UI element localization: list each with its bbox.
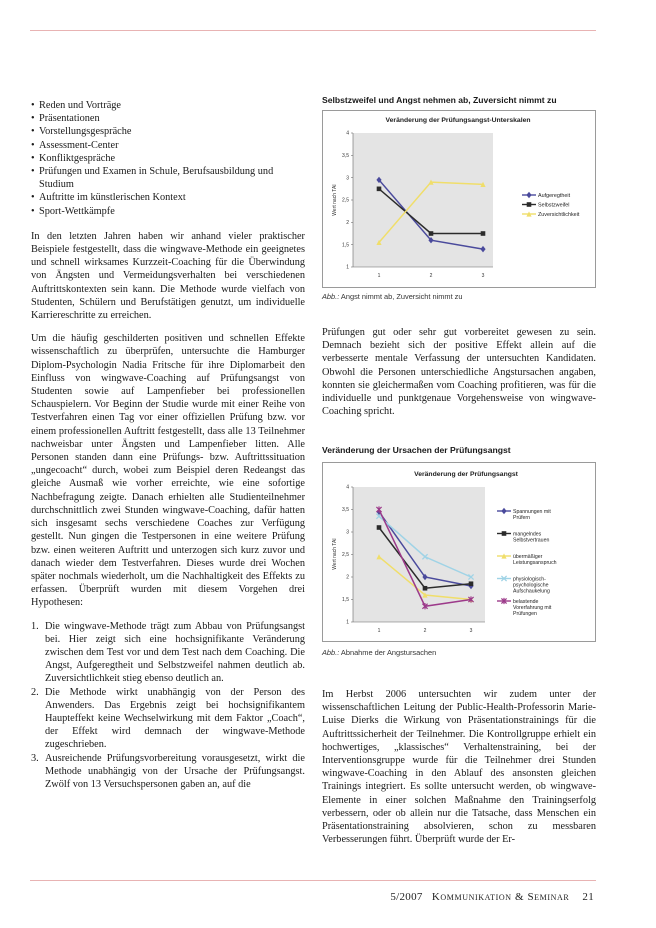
chart-2	[323, 463, 595, 641]
chart-1-frame	[322, 110, 596, 288]
right-column-paragraph1	[322, 326, 596, 418]
y-tick-label: 1,5	[342, 597, 349, 604]
paragraph-intro: In den letzten Jahren haben wir anhand vieler praktischer Beispiele festgestellt, dass die wingwave-Methode ein geeignetes und schnell wirksames Kurzzeit-Coaching für die Überwindung von Ängsten und Vermeidungsverhalten bei verschiedenen Auftrittskontexten sein kann. Die Methode wurde vielfach von Studenten, Schülern und Berufstätigen genutzt, um individuelle Karriereschritte zu erreichen.	[31, 230, 305, 322]
caption-text: Angst nimmt ab, Zuversicht nimmt zu	[340, 292, 463, 301]
bullet-item: • Sport-Wettkämpfe	[31, 205, 305, 218]
legend-label: Aufgeregtheit	[538, 192, 571, 199]
data-point-marker	[527, 202, 532, 207]
page-number: 21	[582, 891, 594, 903]
y-tick-label: 1,5	[342, 242, 349, 249]
paragraph-study: Um die häufig geschilderten positiven und schnellen Effekte wissenschaftlich zu überprüfen, untersuchte die Hamburger Diplom-Psychologin Nadia Fritsche für ihre Diplomarbeit den Einfluss von wingwave-Coaching auf Prüfungsangst von Studenten sowie auf Lampenfieber bei professionellen Schauspielern. Vor Beginn der Studie wurde mit einer Reihe von Testverfahren einen Tag vor einer offiziellen Prüfung bzw. vor einem professionellen Auftritt festgestellt, dass alle 13 Teilnehmer nachweisbar unter Ängsten und Lampenfieber litten. Alle Personen standen dann eine Prüfungs- bzw. Auftrittssituation „ungecoacht“ durch, wobei zum Beispiel deren Redeangst das gleiche Ausmaß wie vorher erreichte, wie eine sofortige Nachbefragung zeigte. Danach erhielten alle Studienteilnehmer durchschnittlich zwei Stunden wingwave-Coaching, dafür hatten sich insgesamt sechs verschiedene Coaches zur Verfügung gestellt. Nun gingen die Testpersonen in eine weitere Prüfung bzw. einen weiteren Auftritt und unterzogen sich kurz zuvor und danach wieder dem Testverfahren. Dieses wurde drei Wochen später nochmals wiederholt, um die Nachhaltigkeit des Effekts zu erfassen. Überprüft wurden mit diesem Vorgehen drei Hypothesen:	[31, 333, 305, 609]
legend-label: übermäßiger Leistungsanspruch	[513, 553, 557, 566]
paragraph-herbst: Im Herbst 2006 untersuchten wir zudem unter der wissenschaftlichen Leitung der Public-Health-Professorin Marie-Luise Dierks die Wirkung von Präsentationstrainings für die Auftrittssicherheit der Teilnehmer. Die Kontrollgruppe erhielt ein hochwertiges, „klassisches“ Verhaltenstraining, bei der Interventionsgruppe wurde für die Teilnehmer drei Stunden wingwave-Coaching in den Ablauf des ansonsten gleichen Trainings integriert. Es sollte untersucht werden, ob wingwave-Elemente in einer solchen Maßnahme den Trainingserfolg verbessern, oder ob allein nur die Tatsache, dass Menschen ein Präsentationstraining absolvieren, schon zu messbaren Verbesserungen führt. Überprüft wurde der Er-	[322, 689, 596, 846]
figure1-caption	[322, 292, 463, 301]
legend-label: Zuversichtlichkeit	[538, 211, 580, 218]
hypothesis-text: Die Methode wirkt unabhängig von der Person des Anwenders. Das Ergebnis zeigt bei hochsignifikantem Haupteffekt keine Wechselwirkung mit dem Faktor „Coach“, der Effekt wird demnach der wingwave-Methode zugeschrieben.	[45, 686, 305, 751]
x-tick-label: 1	[377, 628, 381, 634]
bullet-item: • Konfliktgespräche	[31, 152, 305, 165]
hypothesis-number: 2.	[31, 686, 39, 698]
data-point-marker	[502, 531, 507, 536]
legend-label: Selbstzweifel	[538, 202, 570, 209]
bullet-item: • Prüfungen und Examen in Schule, Berufsausbildung und Studium	[31, 165, 305, 191]
footer-journal: Kommunikation & Seminar	[431, 891, 570, 903]
bullet-item: • Präsentationen	[31, 112, 305, 125]
left-column	[31, 99, 305, 791]
figure2-heading: Veränderung der Ursachen der Prüfungsangst	[322, 445, 511, 455]
top-rule	[30, 30, 596, 31]
legend-label: mangelndes Selbstvertrauen	[513, 531, 550, 544]
paragraph-profit: Prüfungen gut oder sehr gut vorbereitet gewesen zu sein. Demnach bezieht sich der positive Effekt allein auf die verbesserte mentale Verfassung der untersuchten Kandidaten. Obwohl die Personen unterschiedliche Angstursachen angaben, konnten sie gleichermaßen vom Coaching profitieren, was für die individuelle und punktgenaue Vorgehensweise von wingwave-Coaching spricht.	[322, 327, 596, 418]
figure2-caption	[322, 648, 436, 657]
y-tick-label: 2	[346, 574, 349, 581]
chart-1	[323, 111, 595, 287]
x-tick-label: 2	[423, 628, 427, 634]
x-tick-label: 3	[469, 628, 473, 634]
y-tick-label: 1	[346, 264, 349, 271]
y-tick-label: 3	[346, 175, 349, 182]
right-column-paragraph2	[322, 688, 596, 846]
y-tick-label: 3,5	[342, 153, 349, 160]
caption-abb: Abb.:	[322, 648, 340, 657]
data-point-marker	[481, 231, 486, 236]
hypothesis-number: 1.	[31, 620, 39, 632]
plot-area	[353, 487, 485, 622]
legend-label: belastende Vorerfahrung mit Prüfungen	[513, 598, 552, 617]
x-tick-label: 3	[481, 273, 485, 279]
hypothesis-item	[31, 686, 305, 752]
bullet-item: • Vorstellungsgespräche	[31, 125, 305, 138]
data-point-marker	[526, 192, 531, 198]
hypotheses-list	[31, 620, 305, 792]
x-tick-label: 2	[429, 273, 433, 279]
chart-title: Veränderung der Prüfungsangst-Unterskalen	[385, 117, 531, 124]
y-tick-label: 1	[346, 619, 349, 626]
bullet-item: • Reden und Vorträge	[31, 99, 305, 112]
data-point-marker	[429, 231, 434, 236]
hypothesis-item	[31, 752, 305, 792]
y-tick-label: 2	[346, 220, 349, 227]
legend-label: Spannungen mit Prüfern	[513, 508, 551, 521]
data-point-marker	[377, 187, 382, 192]
bottom-rule	[30, 880, 596, 881]
y-tick-label: 4	[346, 484, 349, 491]
y-tick-label: 3	[346, 529, 349, 536]
data-point-marker	[501, 508, 506, 514]
y-tick-label: 3,5	[342, 507, 349, 514]
chart-title: Veränderung der Prüfungsangst	[414, 471, 518, 478]
y-axis-label: Wert nach TAI	[332, 538, 338, 570]
y-tick-label: 2,5	[342, 197, 349, 204]
chart-2-frame	[322, 462, 596, 642]
page-footer	[390, 891, 594, 903]
hypothesis-text: Ausreichende Prüfungsvorbereitung vorausgesetzt, wirkt die Methode unabhängig von der Ursache der Prüfungsangst. Zwölf von 13 Versuchspersonen gaben an, auf die	[45, 752, 305, 790]
hypothesis-text: Die wingwave-Methode trägt zum Abbau von Prüfungsangst bei. Hier zeigt sich eine hochsignifikante Veränderung zwischen dem Test vor und dem Test nach dem Coaching. Die Angst, Aufgeregtheit und Selbstzweifel nahmen deutlich ab. Zuversichtlichkeit stieg ebenso deutlich an.	[45, 620, 305, 685]
y-tick-label: 2,5	[342, 552, 349, 559]
legend-label: physiologisch-psychologische Aufschaukelung	[513, 576, 550, 595]
bullet-item: • Assessment-Center	[31, 139, 305, 152]
data-point-marker	[423, 586, 428, 591]
y-axis-label: Wert nach TAI	[332, 184, 338, 216]
data-point-marker	[377, 525, 382, 530]
y-tick-label: 4	[346, 130, 349, 137]
footer-issue: 5/2007	[390, 891, 423, 903]
hypothesis-item	[31, 620, 305, 686]
caption-text: Abnahme der Angstursachen	[340, 648, 437, 657]
bullet-item: • Auftritte im künstlerischen Kontext	[31, 191, 305, 204]
bullet-list	[31, 99, 305, 218]
x-tick-label: 1	[377, 273, 381, 279]
caption-abb: Abb.:	[322, 292, 340, 301]
hypothesis-number: 3.	[31, 752, 39, 764]
data-point-marker	[469, 581, 474, 586]
figure1-heading: Selbstzweifel und Angst nehmen ab, Zuversicht nimmt zu	[322, 95, 557, 105]
